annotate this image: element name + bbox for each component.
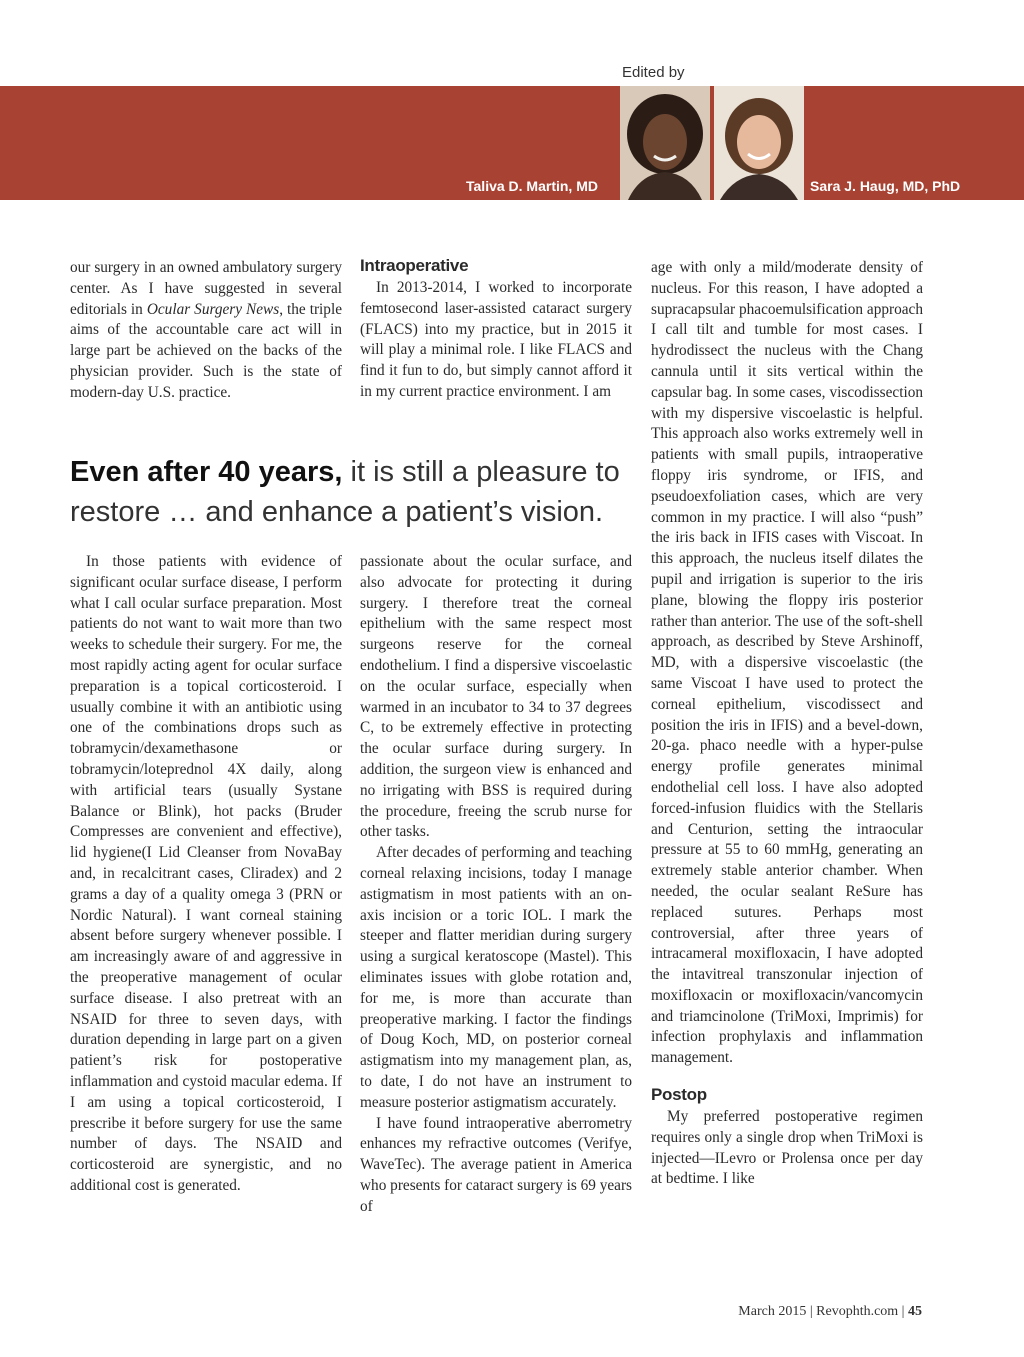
- column-1-top: [70, 258, 342, 404]
- footer-issue: March 2015 | Revophth.com |: [738, 1304, 908, 1319]
- col2-bottom-paragraph-2: After decades of performing and teaching corneal relaxing incisions, today I manage astigmatism in most patients with an on-axis incision or a toric IOL. I mark the steeper and flatter meridian during surgery using a surgical keratoscope (Mastel). This eliminates issues with globe rotation and, for me, is more than accurate than preoperative marking. I factor the findings of Doug Koch, MD, on posterior corneal astigmatism into my management plan, as, to date, I do not have an instrument to measure posterior astigmatism accurately.: [360, 844, 632, 1111]
- subhead-postop: Postop: [651, 1085, 707, 1105]
- pull-quote: [70, 452, 630, 532]
- col1-bottom-paragraph: In those patients with evidence of significant ocular surface disease, I perform what I call ocular surface preparation. Most patients do not want to wait more than two weeks to schedule their surgery. For me, the most rapidly acting agent for ocular surface preparation is a topical corticosteroid. I usually combine it with an antibiotic using one of the combinations drops such as tobramycin/dexamethasone or tobramycin/loteprednol 4X daily, along with artificial tears (usually Systane Balance or Blink), hot packs (Bruder Compresses are convenient and effective), lid hygiene(I Lid Cleanser from NovaBay and, in recalcitrant cases, Cliradex) and 2 grams a day of a quality omega 3 (PRN or Nordic Natural). I want corneal staining absent before surgery whenever possible. I am increasingly aware of and aggressive in the preoperative management of ocular surface disease. I also pretreat with an NSAID for three to seven days, with duration depending in large part on a given patient’s risk for postoperative inflammation and cystoid macular edema. If I am using a topical corticosteroid, I prescribe it before surgery for use the same number of days. The NSAID and corticosteroid are synergistic, and no additional cost is generated.: [70, 553, 342, 1194]
- column-1-bottom: [70, 552, 342, 1197]
- subhead-intraoperative: Intraoperative: [360, 256, 469, 275]
- pull-quote-bold: Even after 40 years,: [70, 456, 343, 488]
- editor-photo-martin: [620, 86, 710, 200]
- col1-top-text-end: , the triple aims of the accountable care act will in large part be achieved on the backs of the physician provider. Such is the state of modern-day U.S. practice.: [70, 300, 342, 401]
- col3-paragraph-1: age with only a mild/moderate density of nucleus. For this reason, I have adopted a supracapsular phacoemulsification approach I call tilt and tumble for most cases. I hydrodissect the nucleus with the Chang cannula until it sits vertical within the capsular bag. In some cases, viscodissection with my dispersive viscoelastic is helpful. This approach also works extremely well in patients with small pupils, intraoperative floppy iris syndrome, or IFIS, and pseudoexfoliation cases, which are very common in my practice. I will also “push” the iris back in IFIS cases with Viscoat. In this approach, the nucleus itself dilates the pupil and irrigation is superior to the iris plane, blowing the floppy iris posterior rather than anterior. The use of the soft-shell approach, as described by Steve Arshinoff, MD, with a dispersive viscoelastic (the same Viscoat I have used to protect the corneal epithelium, viscodissect and position the iris in IFIS) and a bevel-down, 20-ga. phaco needle with a hyper-pulse energy profile generates minimal endothelial cell loss. I have also adopted forced-infusion fluidics with the Stellaris and Centurion, setting the intraocular pressure at 55 to 60 mmHg, generating an extremely stable anterior chamber. When needed, the ocular sealant ReSure has replaced sutures. Perhaps most controversial, after three years of intracameral moxifloxacin, I have adopted the intavitreal transzonular injection of moxifloxacin or moxifloxacin/vancomycin and triamcinolone (TriMoxi, Imprimis) for infection prophylaxis and inflammation management.: [651, 259, 923, 1067]
- col2-top-paragraph: In 2013-2014, I worked to incorporate femtosecond laser-assisted cataract surgery (FLACS) into my practice, but in 2015 it will play a minimal role. I like FLACS and find it fun to do, but simply cannot afford it in my current practice environment. I am: [360, 279, 632, 400]
- col1-top-italic: Ocular Surgery News: [146, 300, 280, 318]
- column-3: [651, 258, 923, 1190]
- editor-photo-haug: [714, 86, 804, 200]
- col3-paragraph-2: My preferred postoperative regimen requires only a single drop when TriMoxi is injected—ILevro or Prolensa once per day at bedtime. I like: [651, 1108, 923, 1188]
- page-footer: [738, 1304, 922, 1320]
- column-2-bottom: [360, 552, 632, 1218]
- pull-quote-rest: it is still a pleasure to restore … and enhance a patient’s vision.: [70, 456, 620, 528]
- editor-name-haug: Sara J. Haug, MD, PhD: [810, 178, 961, 194]
- col2-bottom-paragraph-1: passionate about the ocular surface, and also advocate for protecting it during surgery. I therefore treat the corneal epithelium with the same respect most surgeons reserve for the corneal endothelium. I find a dispersive viscoelastic on the ocular surface, especially when warmed in an incubator to 34 to 37 degrees C, to be extremely effective in protecting the ocular surface during surgery. In addition, the surgeon view is enhanced and no irrigating with BSS is required during the procedure, freeing the scrub nurse for other tasks.: [360, 553, 632, 841]
- editor-name-martin: Taliva D. Martin, MD: [466, 178, 598, 194]
- edited-by-label: Edited by: [622, 64, 685, 81]
- col1-top-paragraph: [70, 258, 342, 404]
- col1-top-text: our surgery in an owned ambulatory surgery center. As I have suggested in several editorials in: [70, 259, 342, 318]
- col2-bottom-paragraph-3: I have found intraoperative aberrometry enhances my refractive outcomes (Verifye, WaveTec). The average patient in America who presents for cataract surgery is 69 years of: [360, 1114, 632, 1215]
- column-2-top: [360, 256, 632, 403]
- page-number: 45: [908, 1304, 922, 1319]
